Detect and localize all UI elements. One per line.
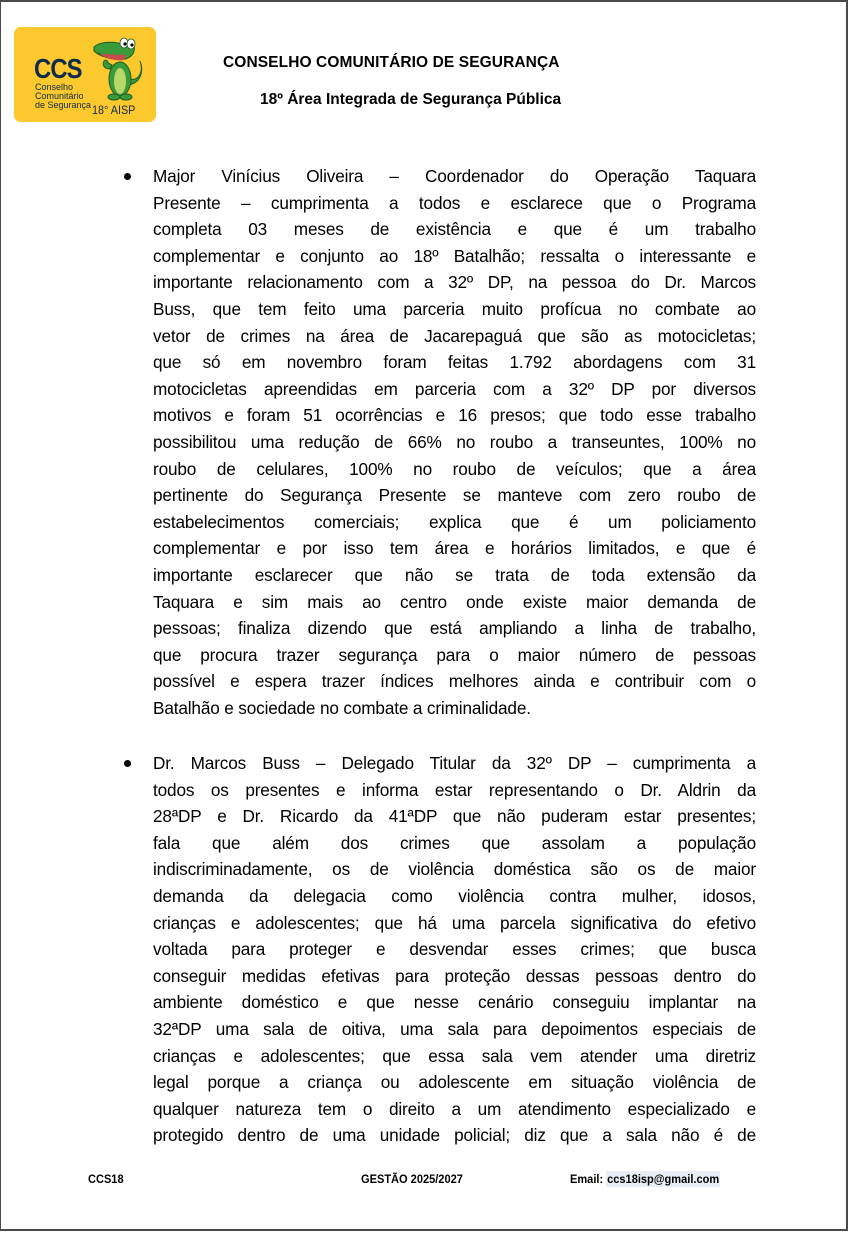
paragraph-line: roubo de celulares, 100% no roubo de veículos; que a área: [153, 458, 756, 479]
paragraph-line: Presente – cumprimenta a todos e esclarece que o Programa: [153, 192, 756, 213]
paragraph-line: Taquara e sim mais ao centro onde existe maior demanda de: [153, 591, 756, 612]
paragraph-line: complementar e por isso tem área e horários limitados, e que é: [153, 538, 756, 559]
ccs-logo: [14, 27, 156, 122]
bullet-icon: [124, 760, 131, 767]
paragraph-line: importante relacionamento com a 32º DP, na pessoa do Dr. Marcos: [153, 272, 756, 293]
paragraph-line: completa 03 meses de existência e que é um trabalho: [153, 219, 756, 240]
paragraph-line: qualquer natureza tem o direito a um atendimento especializado e: [153, 1098, 756, 1119]
paragraph-line: 32ªDP uma sala de oitiva, uma sala para depoimentos especiais de: [153, 1019, 756, 1039]
paragraph-line: motivos e foram 51 ocorrências e 16 presos; que todo esse trabalho: [153, 405, 756, 426]
document-subtitle: 18º Área Integrada de Segurança Pública: [260, 91, 562, 108]
logo-subtitle-line: Conselho: [35, 82, 74, 92]
alligator-mascot-icon: [86, 35, 146, 107]
paragraph-line: crianças e adolescentes; que essa sala vem atender uma diretriz: [153, 1045, 756, 1066]
paragraph-line: possibilitou uma redução de 66% no roubo a transeuntes, 100% no: [153, 432, 756, 452]
paragraph-line: Buss, que tem feito uma parceria muito profícua no combate ao: [153, 299, 756, 319]
paragraph-line: possível e espera trazer índices melhores ainda e contribuir com o: [153, 671, 756, 692]
logo-subtitle-line: de Segurança: [35, 100, 92, 110]
paragraph-line: vetor de crimes na área de Jacarepaguá que são as motocicletas;: [153, 325, 756, 346]
paragraph-line: que procura trazer segurança para o maior número de pessoas: [153, 644, 756, 665]
email-link[interactable]: ccs18isp@gmail.com: [607, 1172, 720, 1186]
paragraph-line: pessoas; finaliza dizendo que está ampliando a linha de trabalho,: [153, 618, 756, 639]
bullet-icon: [124, 173, 131, 180]
logo-subtitle-line: Comunitário: [35, 91, 84, 101]
paragraph-line: protegido dentro de uma unidade policial; diz que a sala não é de: [153, 1125, 756, 1146]
email-label: Email:: [570, 1172, 604, 1186]
logo-acronym: CCS: [34, 53, 82, 84]
paragraph-line: complementar e conjunto ao 18º Batalhão; ressalta o interessante e: [153, 245, 756, 266]
paragraph-line: estabelecimentos comerciais; explica que é um policiamento: [153, 511, 756, 532]
paragraph-line: ambiente doméstico e que nesse cenário conseguiu implantar na: [153, 992, 756, 1013]
paragraph-line: 28ªDP e Dr. Ricardo da 41ªDP que não puderam estar presentes;: [153, 806, 756, 827]
paragraph-line: Dr. Marcos Buss – Delegado Titular da 32º DP – cumprimenta a: [153, 753, 756, 773]
footer-contact: [570, 1172, 720, 1186]
paragraph-line: motocicletas apreendidas em parceria com a 32º DP por diversos: [153, 378, 756, 399]
paragraph-line: conseguir medidas efetivas para proteção dessas pessoas dentro do: [153, 965, 756, 986]
logo-aisp: 18° AISP: [92, 103, 136, 117]
paragraph-line: pertinente do Segurança Presente se manteve com zero roubo de: [153, 485, 756, 506]
document-title: CONSELHO COMUNITÁRIO DE SEGURANÇA: [223, 54, 560, 71]
paragraph-line: Major Vinícius Oliveira – Coordenador do Operação Taquara: [153, 166, 756, 186]
paragraph-line: crianças e adolescentes; que há uma parcela significativa do efetivo: [153, 912, 756, 933]
paragraph-line: voltada para proteger e desvendar esses crimes; que busca: [153, 939, 756, 960]
paragraph-line: indiscriminadamente, os de violência doméstica são os de maior: [153, 859, 756, 880]
paragraph-line: todos os presentes e informa estar representando o Dr. Aldrin da: [153, 779, 756, 800]
paragraph-line: que só em novembro foram feitas 1.792 abordagens com 31: [153, 352, 756, 373]
paragraph-line: demanda da delegacia como violência contra mulher, idosos,: [153, 886, 756, 906]
paragraph-line: Batalhão e sociedade no combate a criminalidade.: [153, 698, 531, 718]
footer-org: CCS18: [88, 1172, 124, 1186]
paragraph-line: importante esclarecer que não se trata de toda extensão da: [153, 565, 756, 585]
paragraph-line: legal porque a criança ou adolescente em situação violência de: [153, 1072, 756, 1093]
footer-term: GESTÃO 2025/2027: [361, 1172, 463, 1186]
paragraph-line: fala que além dos crimes que assolam a população: [153, 832, 756, 853]
